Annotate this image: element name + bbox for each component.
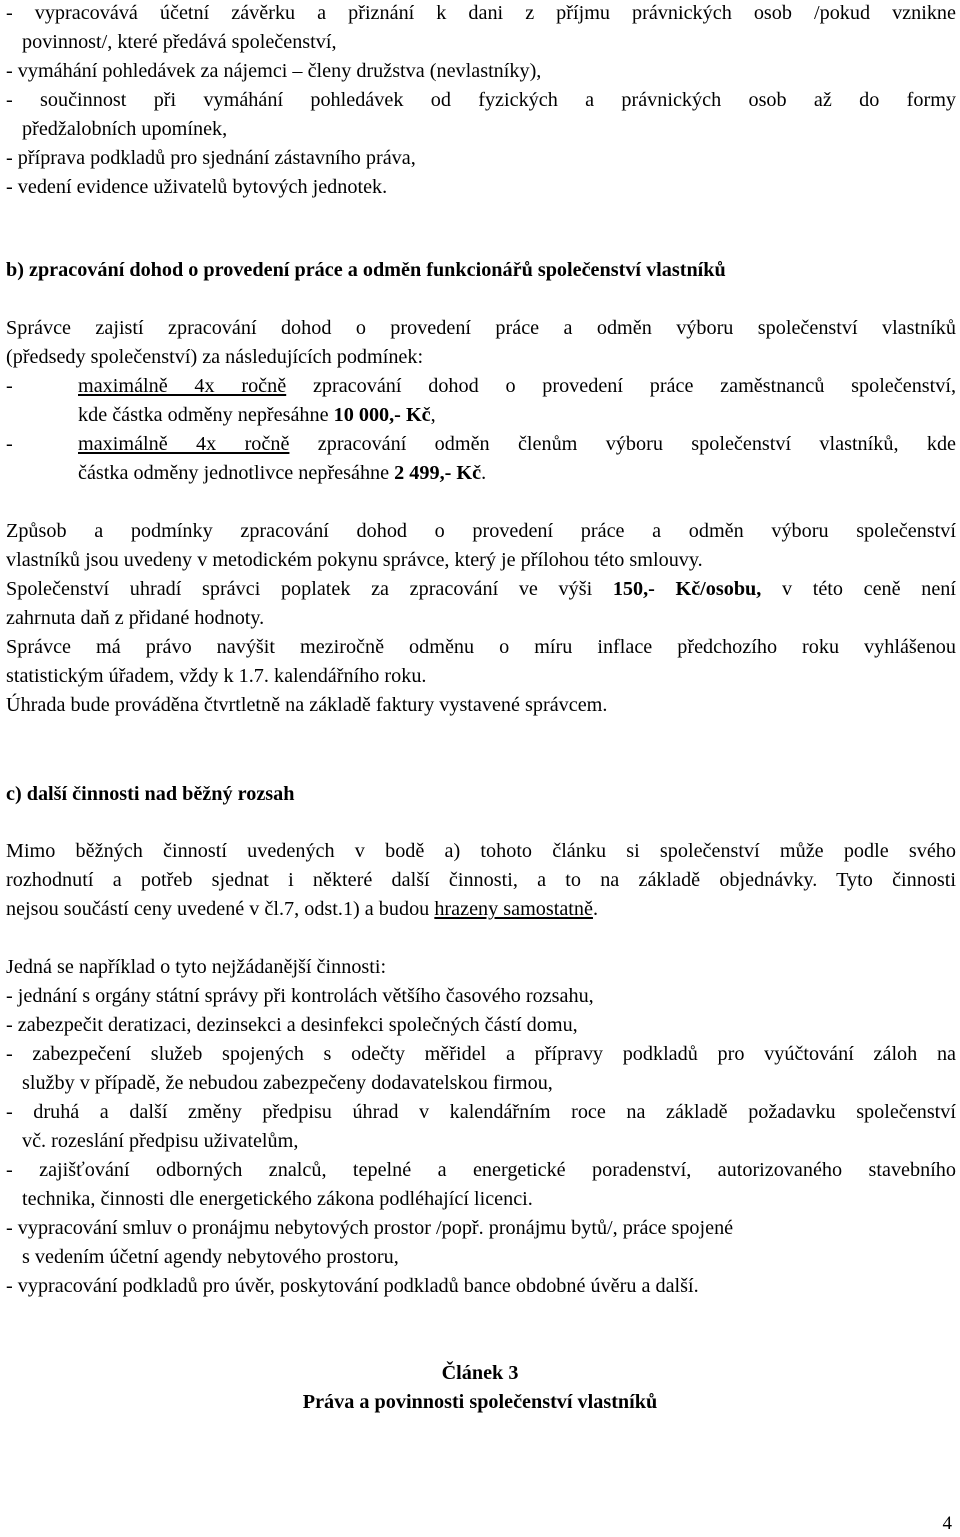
list-item: vč. rozeslání předpisu uživatelům, [22,1130,299,1152]
condition-line [6,372,956,401]
condition-text: částka odměny jednotlivce nepřesáhne [78,462,395,484]
text-line: Správce má právo navýšit meziročně odměnu o míru inflace předchozího roku vyhlášenou [6,636,956,658]
text-line [6,895,956,924]
list-item: - součinnost při vymáhání pohledávek od fyzických a právnických osob až do formy [6,89,956,111]
list-item: povinnost/, které předává společenství, [22,31,337,53]
text: nejsou součástí ceny uvedené v čl.7, odst.1) a budou [6,898,435,920]
list-item: - zabezpečení služeb spojených s odečty měřidel a přípravy podkladů pro vyúčtování záloh na [6,1043,956,1065]
punctuation: . [481,462,487,484]
text-line: rozhodnutí a potřeb sjednat i některé další činnosti, a to na základě objednávky. Tyto činnosti [6,869,956,891]
section-c-paragraph [6,837,956,924]
condition-line [6,459,956,488]
condition-item [6,430,956,488]
condition-line [6,401,956,430]
section-c-heading: c) další činnosti nad běžný rozsah [6,783,295,805]
list-item: technika, činnosti dle energetického zákona podléhající licenci. [22,1188,533,1210]
list-item: - vypracování podkladů pro úvěr, poskytování podkladů bance obdobné úvěru a další. [6,1275,699,1297]
punctuation: , [430,404,436,426]
text-line: Správce zajistí zpracování dohod o provedení práce a odměn výboru společenství vlastníků [6,317,956,339]
condition-text: zpracování odměn členům výboru společenství vlastníků, kde [289,433,956,455]
text-line: (předsedy společenství) za následujících podmínek: [6,346,424,368]
list-item: - jednání s orgány státní správy při kontrolách většího časového rozsahu, [6,985,594,1007]
text-line: Způsob a podmínky zpracování dohod o provedení práce a odměn výboru společenství [6,520,956,542]
list-item: - zajišťování odborných znalců, tepelné a energetické poradenství, autorizovaného stavebního [6,1159,956,1181]
article-number: Článek 3 [441,1362,519,1384]
article-title: Práva a povinnosti společenství vlastníků [302,1391,658,1413]
condition-text: zpracování dohod o provedení práce zaměstnanců společenství, [286,375,956,397]
fee-line [6,575,956,604]
frequency-limit: maximálně 4x ročně [78,433,290,455]
condition-text: kde částka odměny nepřesáhne [78,404,334,426]
list-item: předžalobních upomínek, [22,118,228,140]
section-c-list [6,953,956,1301]
amount-limit: 10 000,- Kč [333,404,431,426]
payment-note: hrazeny samostatně [434,898,593,920]
text-line: statistickým úřadem, vždy k 1.7. kalendářního roku. [6,665,427,687]
section-b-heading: b) zpracování dohod o provedení práce a odměn funkcionářů společenství vlastníků [6,259,726,281]
fee-text: v této ceně není [761,578,956,600]
page-number: 4 [942,1513,952,1534]
section-b-intro [6,314,956,372]
text-line: zahrnuta daň z přidané hodnoty. [6,607,265,629]
list-item: s vedením účetní agendy nebytového prostoru, [22,1246,399,1268]
list-item: - druhá a další změny předpisu úhrad v kalendářním roce na základě požadavku společenství [6,1101,956,1123]
condition-line [6,430,956,459]
text-line: vlastníků jsou uvedeny v metodickém pokynu správce, který je přílohou této smlouvy. [6,549,703,571]
punctuation: . [592,898,599,920]
amount-limit: 2 499,- Kč [394,462,482,484]
list-item: - zabezpečit deratizaci, dezinsekci a desinfekci společných částí domu, [6,1014,578,1036]
list-item: - vypracování smluv o pronájmu nebytových prostor /popř. pronájmu bytů/, práce spojené [6,1217,734,1239]
dash: - [6,433,13,455]
list-item: - vymáhání pohledávek za nájemci – členy družstva (nevlastníky), [6,60,542,82]
fee-text: Společenství uhradí správci poplatek za zpracování ve výši [6,578,613,600]
list-item: - vedení evidence uživatelů bytových jednotek. [6,176,388,198]
condition-item [6,372,956,430]
frequency-limit: maximálně 4x ročně [78,375,287,397]
fee-amount: 150,- Kč/osobu, [612,578,762,600]
text-line: Úhrada bude prováděna čtvrtletně na základě faktury vystavené správcem. [6,694,608,716]
list-item: - příprava podkladů pro sjednání zástavního práva, [6,147,416,169]
text-line: Mimo běžných činností uvedených v bodě a) tohoto článku si společenství může podle svého [6,840,956,862]
dash: - [6,375,13,397]
list-intro: Jedná se například o tyto nejžádanější činnosti: [6,956,387,978]
section-b-paragraphs [6,517,956,720]
list-item: služby v případě, že nebudou zabezpečeny dodavatelskou firmou, [22,1072,553,1094]
list-item: - vypracovává účetní závěrku a přiznání k dani z příjmu právnických osob /pokud vznikne [6,2,956,24]
top-list [6,0,956,202]
